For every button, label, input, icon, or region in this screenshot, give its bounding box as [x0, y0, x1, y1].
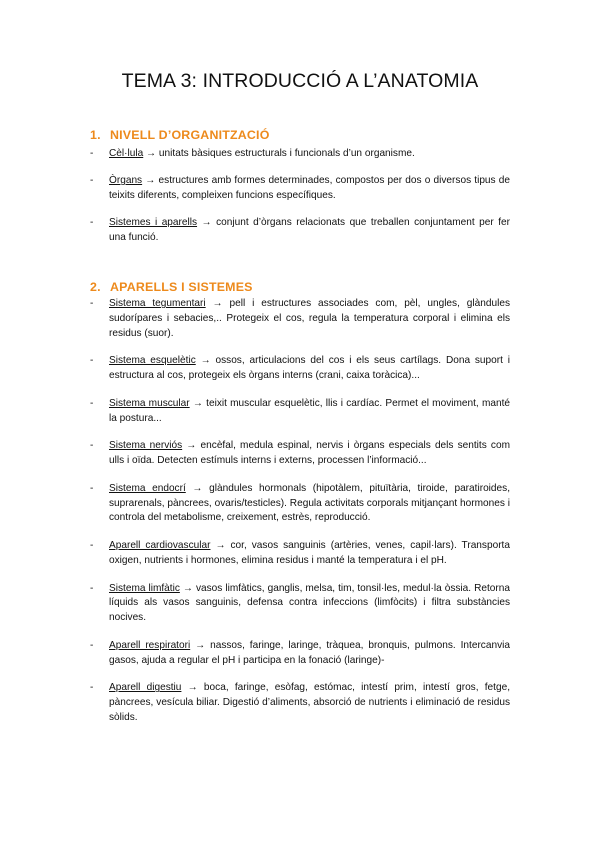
- section-heading-text: APARELLS I SISTEMES: [110, 280, 253, 294]
- list-item: [90, 439, 510, 469]
- item-list: [90, 147, 510, 246]
- section-heading-text: NIVELL D’ORGANITZACIÓ: [110, 128, 270, 142]
- definition: → unitats bàsiques estructurals i funcionals d’un organisme.: [143, 148, 415, 159]
- dash-bullet: -: [90, 175, 94, 187]
- dash-bullet: -: [90, 148, 94, 159]
- list-item: [90, 147, 510, 162]
- section-aparells-sistemes: [90, 279, 510, 739]
- term: Aparell respiratori: [109, 639, 191, 651]
- term: Òrgans: [109, 175, 143, 187]
- list-item: [90, 482, 510, 526]
- definition: → pell i estructures associades com, pèl, ungles, glàndules sudorípares i sebacies,.. Protegeix el cos, regula la temperatura corporal i elimina els residus (suor).: [109, 298, 510, 339]
- section-heading: [90, 127, 510, 144]
- dash-bullet: -: [90, 440, 94, 452]
- definition: → teixit muscular esquelètic, llis i cardíac. Permet el moviment, manté la postura...: [109, 397, 511, 424]
- dash-bullet: -: [90, 639, 94, 651]
- term: Sistemes i aparells: [109, 217, 198, 229]
- section-number: 1.: [90, 128, 101, 142]
- term: Aparell cardiovascular: [109, 540, 211, 552]
- term: Sistema esquelètic: [109, 355, 196, 367]
- item-list: [90, 297, 510, 726]
- dash-bullet: -: [90, 582, 94, 594]
- dash-bullet: -: [90, 540, 94, 552]
- list-item: [90, 681, 510, 725]
- list-item: [90, 297, 510, 341]
- dash-bullet: -: [90, 482, 94, 494]
- definition: → conjunt d’òrgans relacionats que treballen conjuntament per fer una funció.: [109, 217, 510, 244]
- term: Aparell digestiu: [109, 682, 182, 694]
- dash-bullet: -: [90, 355, 94, 367]
- term: Sistema limfàtic: [109, 582, 180, 594]
- dash-bullet: -: [90, 397, 94, 409]
- term: Sistema nerviós: [109, 440, 183, 452]
- dash-bullet: -: [90, 298, 94, 309]
- definition: → boca, faringe, esòfag, estómac, intestí prim, intestí gros, fetge, pàncrees, vesícula biliar. Digestió d’aliments, absorció de nutrients i eliminació de residus sòlids.: [109, 682, 510, 723]
- definition: → estructures amb formes determinades, compostos per dos o diversos tipus de teixits diferents, compleixen funcions específiques.: [109, 175, 510, 202]
- list-item: [90, 216, 510, 246]
- definition: → glàndules hormonals (hipotàlem, pituïtària, tiroide, paratiroides, suprarenals, pàncrees, ovaris/testicles). Regula activitats corporals mitjançant hormones i controla del metabolisme, creixement, estrès, reproducció.: [109, 482, 511, 524]
- term: Sistema tegumentari: [109, 298, 206, 309]
- list-item: [90, 639, 510, 669]
- definition: → encèfal, medula espinal, nervis i òrgans especials dels sentits com ulls i oïda. Detecten estímuls interns i externs, processen l’informació...: [109, 440, 510, 467]
- section-number: 2.: [90, 280, 101, 294]
- definition: → nassos, faringe, laringe, tràquea, bronquis, pulmons. Intercanvia gasos, ajuda a regular el pH i participa en la fonació (laringe)-: [109, 639, 510, 666]
- dash-bullet: -: [90, 682, 94, 694]
- dash-bullet: -: [90, 217, 94, 229]
- list-item: [90, 582, 510, 626]
- list-item: [90, 174, 510, 204]
- list-item: [90, 354, 510, 384]
- definition: → ossos, articulacions del cos i els seus cartílags. Dona suport i estructura al cos, protegeix els òrgans interns (crani, caixa toràcica)...: [109, 355, 511, 382]
- section-heading: [90, 279, 510, 296]
- term: Sistema endocrí: [109, 482, 186, 494]
- page-title: TEMA 3: INTRODUCCIÓ A L’ANATOMIA: [121, 70, 479, 92]
- term: Cèl·lula: [109, 148, 144, 159]
- section-nivell-organitzacio: [90, 127, 510, 258]
- list-item: [90, 397, 510, 427]
- term: Sistema muscular: [109, 397, 190, 409]
- list-item: [90, 539, 510, 569]
- definition: → cor, vasos sanguinis (artèries, venes, capil·lars). Transporta oxigen, nutrients i hormones, elimina residus i manté la temperatura i el pH.: [109, 540, 510, 566]
- definition: → vasos limfàtics, ganglis, melsa, tim, tonsil·les, medul·la òssia. Retorna líquids als vasos sanguinis, defensa contra infeccions (limfòcits) i filtra substàncies nocives.: [109, 582, 510, 624]
